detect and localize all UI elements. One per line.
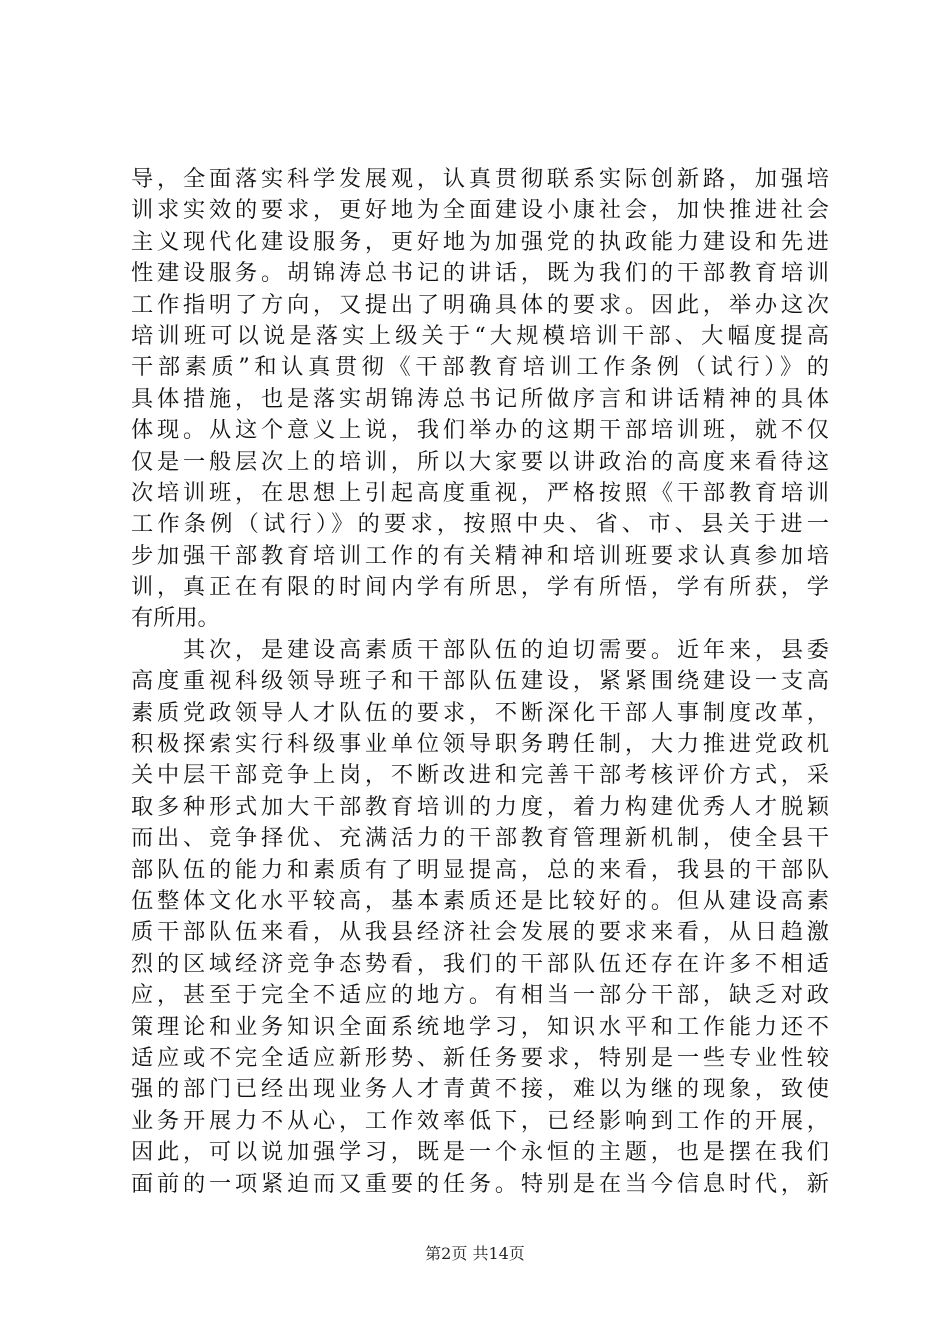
text-line: 工作指明了方向，又提出了明确具体的要求。因此，举办这次: [131, 291, 829, 318]
text-line: 训，真正在有限的时间内学有所思，学有所悟，学有所获，学: [131, 574, 829, 601]
text-line: 关中层干部竞争上岗，不断改进和完善干部考核评价方式，采: [131, 762, 829, 789]
text-line: 次培训班，在思想上引起高度重视，严格按照《干部教育培训: [131, 479, 829, 506]
text-line: 导，全面落实科学发展观，认真贯彻联系实际创新路，加强培: [131, 166, 829, 192]
text-line: 工作条例（试行）》的要求，按照中央、省、市、县关于进一: [131, 511, 829, 538]
text-line: 烈的区域经济竞争态势看，我们的干部队伍还存在许多不相适: [131, 950, 829, 977]
text-line: 策理论和业务知识全面系统地学习，知识水平和工作能力还不: [131, 1013, 829, 1040]
text-line: 伍整体文化水平较高，基本素质还是比较好的。但从建设高素: [131, 887, 829, 914]
text-line: 因此，可以说加强学习，既是一个永恒的主题，也是摆在我们: [131, 1139, 829, 1166]
text-line: 应，甚至于完全不适应的地方。有相当一部分干部，缺乏对政: [131, 982, 829, 1009]
text-line: 仅是一般层次上的培训，所以大家要以讲政治的高度来看待这: [131, 448, 829, 475]
text-line: 具体措施，也是落实胡锦涛总书记所做序言和讲话精神的具体: [131, 385, 829, 412]
text-line: 性建设服务。胡锦涛总书记的讲话，既为我们的干部教育培训: [131, 260, 829, 287]
text-line: 干部素质”和认真贯彻《干部教育培训工作条例（试行）》的: [131, 354, 829, 381]
page-footer: [0, 1244, 950, 1264]
text-line: 质干部队伍来看，从我县经济社会发展的要求来看，从日趋激: [131, 919, 829, 946]
text-line: 部队伍的能力和素质有了明显提高，总的来看，我县的干部队: [131, 856, 829, 883]
text-line: 强的部门已经出现业务人才青黄不接，难以为继的现象，致使: [131, 1076, 829, 1103]
text-line: 高度重视科级领导班子和干部队伍建设，紧紧围绕建设一支高: [131, 668, 829, 695]
text-line: 积极探索实行科级事业单位领导职务聘任制，大力推进党政机: [131, 731, 829, 758]
text-line: 取多种形式加大干部教育培训的力度，着力构建优秀人才脱颖: [131, 793, 829, 820]
text-line: 其次，是建设高素质干部队伍的迫切需要。近年来，县委: [131, 636, 829, 663]
text-line: 有所用。: [131, 605, 220, 632]
text-line: 面前的一项紧迫而又重要的任务。特别是在当今信息时代，新: [131, 1170, 829, 1197]
text-line: 适应或不完全适应新形势、新任务要求，特别是一些专业性较: [131, 1044, 829, 1071]
text-line: 主义现代化建设服务，更好地为加强党的执政能力建设和先进: [131, 228, 829, 255]
text-line: 业务开展力不从心，工作效率低下，已经影响到工作的开展，: [131, 1107, 829, 1134]
text-line: 素质党政领导人才队伍的要求，不断深化干部人事制度改革，: [131, 699, 829, 726]
body-text: [131, 164, 829, 1200]
text-line: 体现。从这个意义上说，我们举办的这期干部培训班，就不仅: [131, 417, 829, 444]
text-line: 训求实效的要求，更好地为全面建设小康社会，加快推进社会: [131, 197, 829, 224]
text-line: 培训班可以说是落实上级关于“大规模培训干部、大幅度提高: [131, 322, 829, 349]
page-number-label: 第2页 共14页: [425, 1244, 525, 1263]
text-line: 步加强干部教育培训工作的有关精神和培训班要求认真参加培: [131, 542, 829, 569]
text-line: 而出、竞争择优、充满活力的干部教育管理新机制，使全县干: [131, 825, 829, 852]
